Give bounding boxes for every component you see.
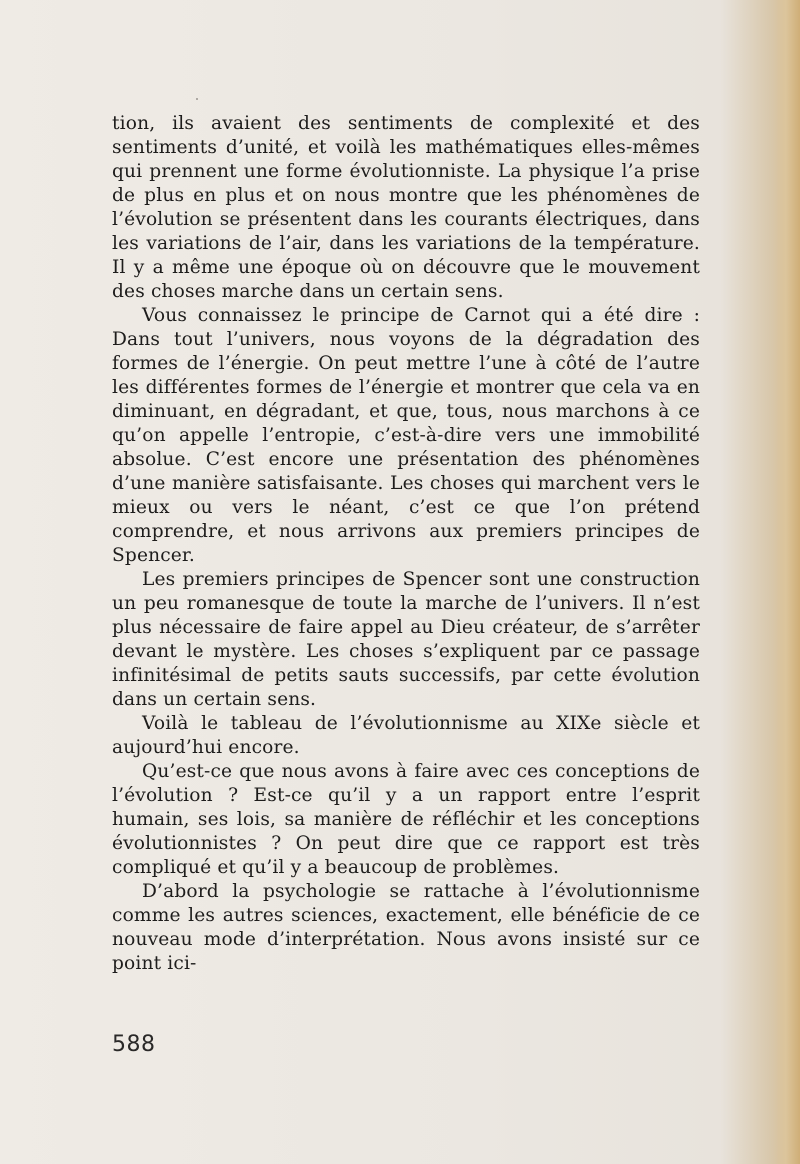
paragraph-4: Voilà le tableau de l’évolutionnisme au XIXe siècle et aujourd’hui encore. bbox=[112, 713, 700, 758]
body-text bbox=[112, 112, 700, 976]
paragraph-5: Qu’est-ce que nous avons à faire avec ces conceptions de l’évolution ? Est-ce qu’il y a un rapport entre l’esprit humain, ses lois, sa manière de réfléchir et les conceptions évolutionnistes ? On peut dire que ce rapport est très compliqué et qu’il y a beaucoup de problèmes. bbox=[112, 761, 700, 878]
page-number: 588 bbox=[112, 1032, 156, 1057]
paragraph-1: tion, ils avaient des sentiments de complexité et des sentiments d’unité, et voilà les mathématiques elles-mêmes qui prennent une forme évolutionniste. La physique l’a prise de plus en plus et on nous montre que les phénomènes de l’évolution se présentent dans les courants électriques, dans les variations de l’air, dans les variations de la température. Il y a même une époque où on découvre que le mouvement des choses marche dans un certain sens. bbox=[112, 113, 700, 302]
paragraph-3: Les premiers principes de Spencer sont une construction un peu romanesque de toute la marche de l’univers. Il n’est plus nécessaire de faire appel au Dieu créateur, de s’arrêter devant le mystère. Les choses s’expliquent par ce passage infinitésimal de petits sauts successifs, par cette évolution dans un certain sens. bbox=[112, 569, 700, 710]
paragraph-6: D’abord la psychologie se rattache à l’évolutionnisme comme les autres sciences, exactement, elle bénéficie de ce nouveau mode d’interprétation. Nous avons insisté sur ce point ici- bbox=[112, 881, 700, 974]
paragraph-2: Vous connaissez le principe de Carnot qui a été dire : Dans tout l’univers, nous voyons de la dégradation des formes de l’énergie. On peut mettre l’une à côté de l’autre les différentes formes de l’énergie et montrer que cela va en diminuant, en dégradant, et que, tous, nous marchons à ce qu’on appelle l’entropie, c’est-à-dire vers une immobilité absolue. C’est encore une présentation des phénomènes d’une manière satisfaisante. Les choses qui marchent vers le mieux ou vers le néant, c’est ce que l’on prétend comprendre, et nous arrivons aux premiers principes de Spencer. bbox=[112, 305, 700, 566]
paper-speck bbox=[196, 98, 198, 100]
page-edge-shadow bbox=[774, 0, 800, 1164]
